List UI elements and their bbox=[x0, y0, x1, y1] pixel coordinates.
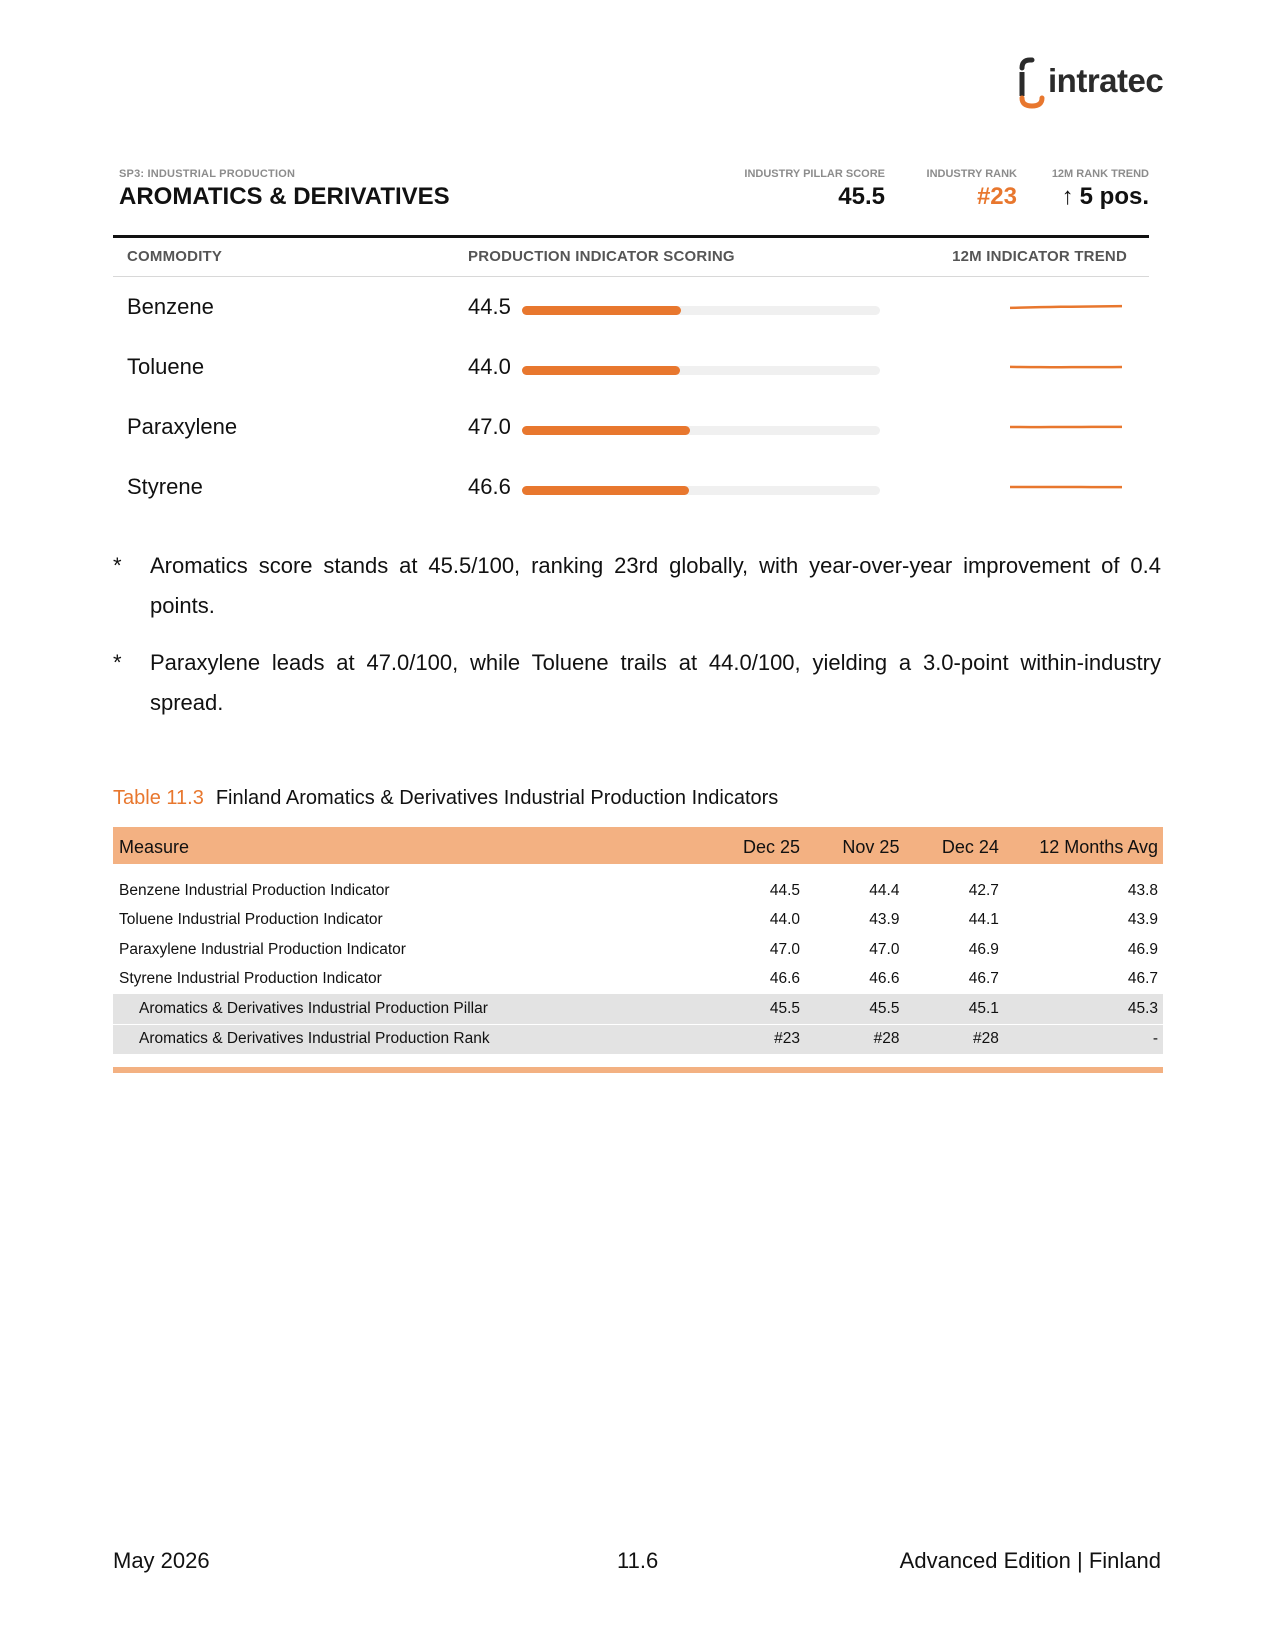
header-measure: Measure bbox=[119, 836, 190, 857]
cell-nov25: 45.5 bbox=[869, 999, 900, 1017]
commodity-score: 44.0 bbox=[468, 354, 511, 379]
table-row bbox=[113, 906, 1163, 936]
commodity-score: 44.5 bbox=[468, 294, 511, 319]
trend-sparkline bbox=[1010, 480, 1122, 494]
cell-dec25: 44.0 bbox=[769, 911, 801, 929]
cell-dec24: 46.7 bbox=[968, 970, 999, 988]
score-bar-track bbox=[522, 486, 880, 495]
cell-nov25: 47.0 bbox=[869, 940, 900, 958]
commodity-name: Benzene bbox=[127, 294, 214, 319]
score-bar-track bbox=[522, 366, 880, 375]
asterisk-bullet: * bbox=[113, 650, 122, 675]
score-bar-fill bbox=[522, 426, 690, 435]
industry-rank-label: INDUSTRY RANK bbox=[926, 168, 1017, 180]
table-summary-row bbox=[113, 994, 1163, 1025]
cell-measure: Aromatics & Derivatives Industrial Production Rank bbox=[139, 1030, 490, 1048]
cell-avg: 45.3 bbox=[1127, 999, 1158, 1017]
header-dec24: Dec 24 bbox=[941, 836, 999, 857]
cell-measure: Aromatics & Derivatives Industrial Production Pillar bbox=[139, 999, 488, 1017]
cell-nov25: 43.9 bbox=[869, 911, 900, 929]
table-caption-title: Finland Aromatics & Derivatives Industrial Production Indicators bbox=[215, 787, 779, 809]
cell-measure: Benzene Industrial Production Indicator bbox=[119, 881, 390, 899]
commodity-name: Styrene bbox=[127, 474, 203, 499]
footer-edition: Advanced Edition | Finland bbox=[899, 1548, 1161, 1573]
score-bar-fill bbox=[522, 366, 680, 375]
commodity-name: Toluene bbox=[127, 354, 205, 379]
rank-trend-value: 5 pos. bbox=[1079, 183, 1149, 210]
column-header-divider bbox=[113, 276, 1149, 277]
logo-mark-icon bbox=[1018, 56, 1052, 112]
commodity-score: 46.6 bbox=[468, 474, 511, 499]
table-caption-number: Table 11.3 bbox=[113, 787, 204, 809]
industry-rank-value: #23 bbox=[976, 183, 1017, 210]
pillar-label: SP3: INDUSTRIAL PRODUCTION bbox=[119, 168, 296, 180]
commodity-name: Paraxylene bbox=[127, 414, 238, 439]
cell-avg: 43.8 bbox=[1127, 881, 1159, 899]
arrow-up-icon: ↑ bbox=[1061, 183, 1074, 210]
cell-dec24: #28 bbox=[973, 1030, 999, 1048]
note-item bbox=[113, 643, 1161, 723]
commodity-column-header: COMMODITY bbox=[127, 248, 223, 265]
table-header-row bbox=[113, 830, 1163, 864]
table-row bbox=[113, 876, 1163, 906]
footer-page-number: 11.6 bbox=[617, 1548, 659, 1573]
cell-measure: Paraxylene Industrial Production Indicator bbox=[119, 940, 406, 958]
indicator-table bbox=[113, 827, 1163, 1073]
commodity-row bbox=[0, 287, 1275, 327]
trend-sparkline bbox=[1010, 420, 1122, 434]
pillar-score-metric bbox=[744, 168, 885, 211]
commodity-row bbox=[0, 407, 1275, 447]
cell-nov25: 46.6 bbox=[869, 970, 900, 988]
rank-trend-label: 12M RANK TREND bbox=[1051, 168, 1149, 180]
table-row bbox=[113, 965, 1163, 995]
commodity-score: 47.0 bbox=[468, 414, 511, 439]
cell-avg: 43.9 bbox=[1127, 911, 1159, 929]
cell-measure: Styrene Industrial Production Indicator bbox=[119, 970, 382, 988]
cell-dec25: 45.5 bbox=[769, 999, 801, 1017]
cell-avg: 46.9 bbox=[1127, 940, 1159, 958]
cell-dec25: 44.5 bbox=[769, 881, 801, 899]
industry-rank-metric bbox=[927, 168, 1017, 211]
cell-nov25: 44.4 bbox=[869, 881, 900, 899]
score-bar-track bbox=[522, 306, 880, 315]
note-text: Aromatics score stands at 45.5/100, ranking 23rd globally, with year-over-year improvement of 0.4 points. bbox=[150, 553, 1161, 618]
score-bar-track bbox=[522, 426, 880, 435]
score-bar-fill bbox=[522, 306, 681, 315]
commodity-row bbox=[0, 347, 1275, 387]
pillar-score-value: 45.5 bbox=[838, 183, 885, 210]
rank-trend-metric bbox=[1052, 168, 1149, 211]
table-bottom-rule bbox=[113, 1067, 1163, 1073]
cell-dec24: 45.1 bbox=[968, 999, 999, 1017]
header-dec25: Dec 25 bbox=[742, 836, 801, 857]
cell-dec24: 44.1 bbox=[968, 911, 999, 929]
score-bar-fill bbox=[522, 486, 689, 495]
header-12m-avg: 12 Months Avg bbox=[1039, 836, 1159, 857]
cell-dec24: 46.9 bbox=[968, 940, 999, 958]
table-caption bbox=[113, 787, 778, 810]
commodity-row bbox=[0, 467, 1275, 507]
note-text: Paraxylene leads at 47.0/100, while Toluene trails at 44.0/100, yielding a 3.0-point within-industry spread. bbox=[150, 650, 1161, 715]
intratec-logo bbox=[1018, 56, 1168, 112]
cell-measure: Toluene Industrial Production Indicator bbox=[119, 911, 383, 929]
cell-nov25: #28 bbox=[873, 1030, 900, 1048]
trend-column-header: 12M INDICATOR TREND bbox=[952, 248, 1127, 265]
table-summary-row bbox=[113, 1025, 1163, 1056]
cell-avg: 46.7 bbox=[1127, 970, 1159, 988]
pillar-score-label: INDUSTRY PILLAR SCORE bbox=[744, 168, 885, 180]
header-divider bbox=[113, 235, 1149, 238]
table-row bbox=[113, 935, 1163, 965]
logo-text: intratec bbox=[1048, 62, 1164, 99]
cell-dec25: 46.6 bbox=[769, 970, 801, 988]
rank-trend-value-wrap bbox=[1052, 183, 1149, 211]
note-item bbox=[113, 546, 1161, 626]
cell-dec24: 42.7 bbox=[968, 881, 999, 899]
header-nov25: Nov 25 bbox=[842, 836, 900, 857]
cell-dec25: 47.0 bbox=[769, 940, 801, 958]
scoring-column-header: PRODUCTION INDICATOR SCORING bbox=[468, 248, 735, 265]
footer-date: May 2026 bbox=[113, 1548, 210, 1573]
trend-sparkline bbox=[1010, 360, 1122, 374]
asterisk-bullet: * bbox=[113, 553, 122, 578]
cell-dec25: #23 bbox=[774, 1030, 801, 1048]
industry-title: AROMATICS & DERIVATIVES bbox=[119, 183, 450, 210]
cell-avg: - bbox=[1152, 1030, 1158, 1048]
trend-sparkline bbox=[1010, 300, 1122, 314]
